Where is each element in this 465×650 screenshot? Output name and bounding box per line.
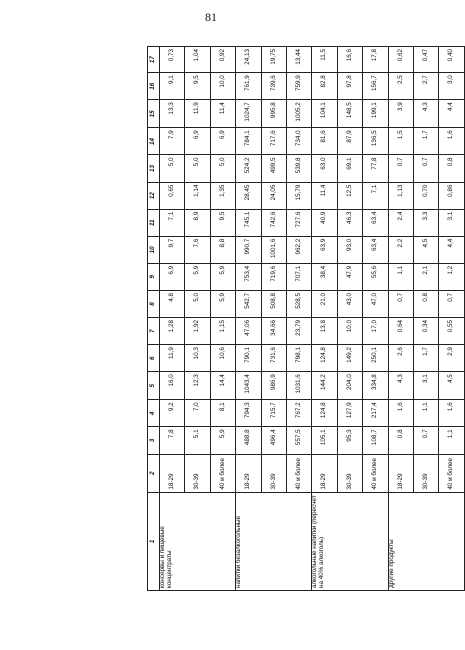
value-cell: 0,92: [210, 47, 235, 73]
column-header: 8: [148, 290, 160, 317]
value-cell: 217,4: [363, 400, 388, 427]
value-cell: 717,6: [261, 128, 286, 155]
value-cell: 7,0: [185, 400, 210, 427]
category-cell: консервы и пищевые концентраты: [160, 492, 236, 590]
value-cell: 40,9: [312, 209, 337, 236]
value-cell: 0,70: [414, 182, 439, 209]
value-cell: 1024,7: [236, 100, 261, 128]
column-header: 3: [148, 427, 160, 454]
table-row: [160, 47, 185, 591]
column-header: 14: [148, 128, 160, 155]
value-cell: 127,9: [337, 400, 362, 427]
value-cell: 539,8: [287, 155, 312, 182]
value-cell: 93,0: [337, 236, 362, 263]
value-cell: 63,9: [312, 236, 337, 263]
value-cell: 707,1: [287, 263, 312, 290]
value-cell: 43,0: [337, 290, 362, 317]
value-cell: 17,0: [363, 318, 388, 345]
page-number: 81: [205, 10, 217, 24]
column-header: 9: [148, 263, 160, 290]
value-cell: 1005,2: [287, 100, 312, 128]
value-cell: 124,8: [312, 345, 337, 372]
value-cell: 10,6: [210, 345, 235, 372]
value-cell: 767,2: [287, 400, 312, 427]
value-cell: 1,35: [210, 182, 235, 209]
column-header: 10: [148, 236, 160, 263]
category-cell: другие продукты: [388, 492, 464, 590]
value-cell: 496,4: [261, 427, 286, 454]
value-cell: 5,0: [210, 155, 235, 182]
value-cell: 12,5: [337, 182, 362, 209]
value-cell: 5,9: [210, 427, 235, 454]
value-cell: 739,6: [261, 73, 286, 100]
value-cell: 3,9: [388, 100, 413, 128]
value-cell: 0,86: [439, 182, 465, 209]
value-cell: 24,13: [236, 47, 261, 73]
value-cell: 990,7: [236, 236, 261, 263]
age-group-cell: 40 и более: [439, 454, 465, 492]
value-cell: 204,0: [337, 372, 362, 400]
column-header: 13: [148, 155, 160, 182]
value-cell: 798,1: [287, 345, 312, 372]
value-cell: 0,7: [414, 427, 439, 454]
age-group-cell: 18-29: [388, 454, 413, 492]
table-row: [236, 47, 261, 591]
value-cell: 557,5: [287, 427, 312, 454]
value-cell: 794,3: [236, 400, 261, 427]
value-cell: 4,5: [439, 372, 465, 400]
column-header: 4: [148, 400, 160, 427]
value-cell: 2,9: [439, 345, 465, 372]
value-cell: 986,9: [261, 372, 286, 400]
value-cell: 8,8: [210, 236, 235, 263]
value-cell: 488,8: [236, 427, 261, 454]
value-cell: 15,79: [287, 182, 312, 209]
value-cell: 81,6: [312, 128, 337, 155]
column-header: 16: [148, 73, 160, 100]
value-cell: 2,4: [388, 209, 413, 236]
age-group-cell: 40 и более: [363, 454, 388, 492]
value-cell: 759,9: [287, 73, 312, 100]
value-cell: 1,92: [185, 318, 210, 345]
value-cell: 790,1: [236, 345, 261, 372]
value-cell: 1,7: [414, 345, 439, 372]
header-row: [148, 47, 160, 591]
value-cell: 0,73: [160, 47, 185, 73]
value-cell: 104,1: [312, 100, 337, 128]
value-cell: 334,8: [363, 372, 388, 400]
value-cell: 11,5: [312, 47, 337, 73]
value-cell: 16,6: [337, 47, 362, 73]
value-cell: 745,1: [236, 209, 261, 236]
value-cell: 21,0: [312, 290, 337, 317]
value-cell: 1,6: [388, 400, 413, 427]
value-cell: 8,1: [210, 400, 235, 427]
value-cell: 9,5: [185, 73, 210, 100]
column-header: 7: [148, 318, 160, 345]
value-cell: 105,1: [312, 427, 337, 454]
value-cell: 8,9: [185, 209, 210, 236]
value-cell: 11,4: [210, 100, 235, 128]
value-cell: 715,7: [261, 400, 286, 427]
value-cell: 1,1: [439, 427, 465, 454]
value-cell: 1,04: [185, 47, 210, 73]
value-cell: 5,1: [185, 427, 210, 454]
value-cell: 34,66: [261, 318, 286, 345]
value-cell: 0,8: [439, 155, 465, 182]
value-cell: 4,4: [439, 100, 465, 128]
value-cell: 528,5: [287, 290, 312, 317]
value-cell: 1,1: [414, 400, 439, 427]
value-cell: 63,4: [363, 236, 388, 263]
value-cell: 962,2: [287, 236, 312, 263]
value-cell: 14,4: [210, 372, 235, 400]
column-header: 5: [148, 372, 160, 400]
value-cell: 24,05: [261, 182, 286, 209]
age-group-cell: 30-39: [261, 454, 286, 492]
value-cell: 82,8: [312, 73, 337, 100]
value-cell: 9,1: [160, 73, 185, 100]
value-cell: 124,8: [312, 400, 337, 427]
value-cell: 2,2: [388, 236, 413, 263]
value-cell: 731,6: [261, 345, 286, 372]
column-header: 2: [148, 454, 160, 492]
age-group-cell: 18-29: [312, 454, 337, 492]
age-group-cell: 30-39: [185, 454, 210, 492]
value-cell: 753,4: [236, 263, 261, 290]
value-cell: 5,0: [160, 155, 185, 182]
value-cell: 727,6: [287, 209, 312, 236]
value-cell: 11,9: [185, 100, 210, 128]
value-cell: 5,9: [185, 263, 210, 290]
age-group-cell: 40 и более: [210, 454, 235, 492]
value-cell: 28,45: [236, 182, 261, 209]
value-cell: 1,13: [388, 182, 413, 209]
value-cell: 1,1: [388, 263, 413, 290]
value-cell: 1,6: [439, 400, 465, 427]
value-cell: 47,06: [236, 318, 261, 345]
value-cell: 55,6: [363, 263, 388, 290]
column-header: 17: [148, 47, 160, 73]
value-cell: 0,7: [388, 155, 413, 182]
value-cell: 1043,4: [236, 372, 261, 400]
value-cell: 7,9: [160, 128, 185, 155]
value-cell: 11,9: [160, 345, 185, 372]
value-cell: 13,3: [160, 100, 185, 128]
rotated-table-container: [147, 46, 465, 591]
value-cell: 5,9: [210, 290, 235, 317]
value-cell: 542,7: [236, 290, 261, 317]
value-cell: 3,3: [414, 209, 439, 236]
value-cell: 7,8: [160, 427, 185, 454]
value-cell: 1001,6: [261, 236, 286, 263]
value-cell: 524,2: [236, 155, 261, 182]
value-cell: 250,1: [363, 345, 388, 372]
category-cell: алкогольные напитки (пересчет на 40% алкоголь): [312, 492, 388, 590]
value-cell: 47,9: [337, 263, 362, 290]
value-cell: 1,5: [388, 128, 413, 155]
value-cell: 2,5: [388, 73, 413, 100]
value-cell: 0,62: [388, 47, 413, 73]
value-cell: 1,15: [210, 318, 235, 345]
age-group-cell: 30-39: [337, 454, 362, 492]
value-cell: 16,0: [160, 372, 185, 400]
value-cell: 47,0: [363, 290, 388, 317]
value-cell: 9,2: [160, 400, 185, 427]
value-cell: 784,1: [236, 128, 261, 155]
value-cell: 4,3: [414, 100, 439, 128]
value-cell: 148,5: [337, 100, 362, 128]
value-cell: 10,0: [337, 318, 362, 345]
value-cell: 0,8: [388, 427, 413, 454]
value-cell: 1,2: [439, 263, 465, 290]
value-cell: 77,8: [363, 155, 388, 182]
table-row: [388, 47, 413, 591]
value-cell: 95,3: [337, 427, 362, 454]
value-cell: 199,1: [363, 100, 388, 128]
value-cell: 19,75: [261, 47, 286, 73]
value-cell: 3,0: [439, 73, 465, 100]
value-cell: 742,6: [261, 209, 286, 236]
value-cell: 1,7: [414, 128, 439, 155]
value-cell: 4,5: [414, 236, 439, 263]
age-group-cell: 40 и более: [287, 454, 312, 492]
value-cell: 995,8: [261, 100, 286, 128]
value-cell: 0,65: [160, 182, 185, 209]
value-cell: 7,1: [160, 209, 185, 236]
column-header: 12: [148, 182, 160, 209]
value-cell: 38,4: [312, 263, 337, 290]
age-group-cell: 18-29: [160, 454, 185, 492]
value-cell: 156,7: [363, 73, 388, 100]
category-cell: напитки безалкогольные: [236, 492, 312, 590]
value-cell: 149,2: [337, 345, 362, 372]
value-cell: 0,7: [414, 155, 439, 182]
table-body: [160, 47, 465, 591]
value-cell: 7,6: [185, 236, 210, 263]
column-header: 6: [148, 345, 160, 372]
value-cell: 7,1: [363, 182, 388, 209]
value-cell: 9,7: [160, 236, 185, 263]
value-cell: 761,9: [236, 73, 261, 100]
value-cell: 13,8: [312, 318, 337, 345]
value-cell: 9,5: [210, 209, 235, 236]
value-cell: 0,55: [439, 318, 465, 345]
value-cell: 0,40: [439, 47, 465, 73]
value-cell: 5,0: [185, 155, 210, 182]
value-cell: 508,8: [261, 290, 286, 317]
value-cell: 5,0: [185, 290, 210, 317]
value-cell: 3,1: [414, 372, 439, 400]
table-row: [312, 47, 337, 591]
value-cell: 23,79: [287, 318, 312, 345]
age-group-cell: 30-39: [414, 454, 439, 492]
value-cell: 17,8: [363, 47, 388, 73]
value-cell: 3,1: [439, 209, 465, 236]
value-cell: 0,64: [388, 318, 413, 345]
value-cell: 1031,6: [287, 372, 312, 400]
value-cell: 4,8: [160, 290, 185, 317]
value-cell: 6,9: [185, 128, 210, 155]
value-cell: 11,4: [312, 182, 337, 209]
age-group-cell: 18-29: [236, 454, 261, 492]
value-cell: 499,5: [261, 155, 286, 182]
value-cell: 108,7: [363, 427, 388, 454]
value-cell: 10,0: [210, 73, 235, 100]
value-cell: 69,1: [337, 155, 362, 182]
value-cell: 0,34: [414, 318, 439, 345]
value-cell: 2,1: [414, 263, 439, 290]
value-cell: 87,9: [337, 128, 362, 155]
value-cell: 1,14: [185, 182, 210, 209]
value-cell: 6,9: [210, 128, 235, 155]
value-cell: 136,5: [363, 128, 388, 155]
value-cell: 97,8: [337, 73, 362, 100]
value-cell: 13,44: [287, 47, 312, 73]
value-cell: 2,7: [414, 73, 439, 100]
value-cell: 1,6: [439, 128, 465, 155]
data-table: [147, 46, 465, 591]
value-cell: 46,3: [337, 209, 362, 236]
value-cell: 0,7: [439, 290, 465, 317]
value-cell: 144,2: [312, 372, 337, 400]
column-header: 15: [148, 100, 160, 128]
column-header: 11: [148, 209, 160, 236]
value-cell: 0,47: [414, 47, 439, 73]
value-cell: 0,8: [414, 290, 439, 317]
value-cell: 5,9: [210, 263, 235, 290]
value-cell: 4,4: [439, 236, 465, 263]
value-cell: 719,6: [261, 263, 286, 290]
value-cell: 6,9: [160, 263, 185, 290]
value-cell: 10,3: [185, 345, 210, 372]
value-cell: 12,3: [185, 372, 210, 400]
value-cell: 63,4: [363, 209, 388, 236]
column-header: 1: [148, 492, 160, 590]
value-cell: 4,3: [388, 372, 413, 400]
value-cell: 2,6: [388, 345, 413, 372]
value-cell: 63,0: [312, 155, 337, 182]
value-cell: 734,0: [287, 128, 312, 155]
value-cell: 1,28: [160, 318, 185, 345]
value-cell: 0,7: [388, 290, 413, 317]
